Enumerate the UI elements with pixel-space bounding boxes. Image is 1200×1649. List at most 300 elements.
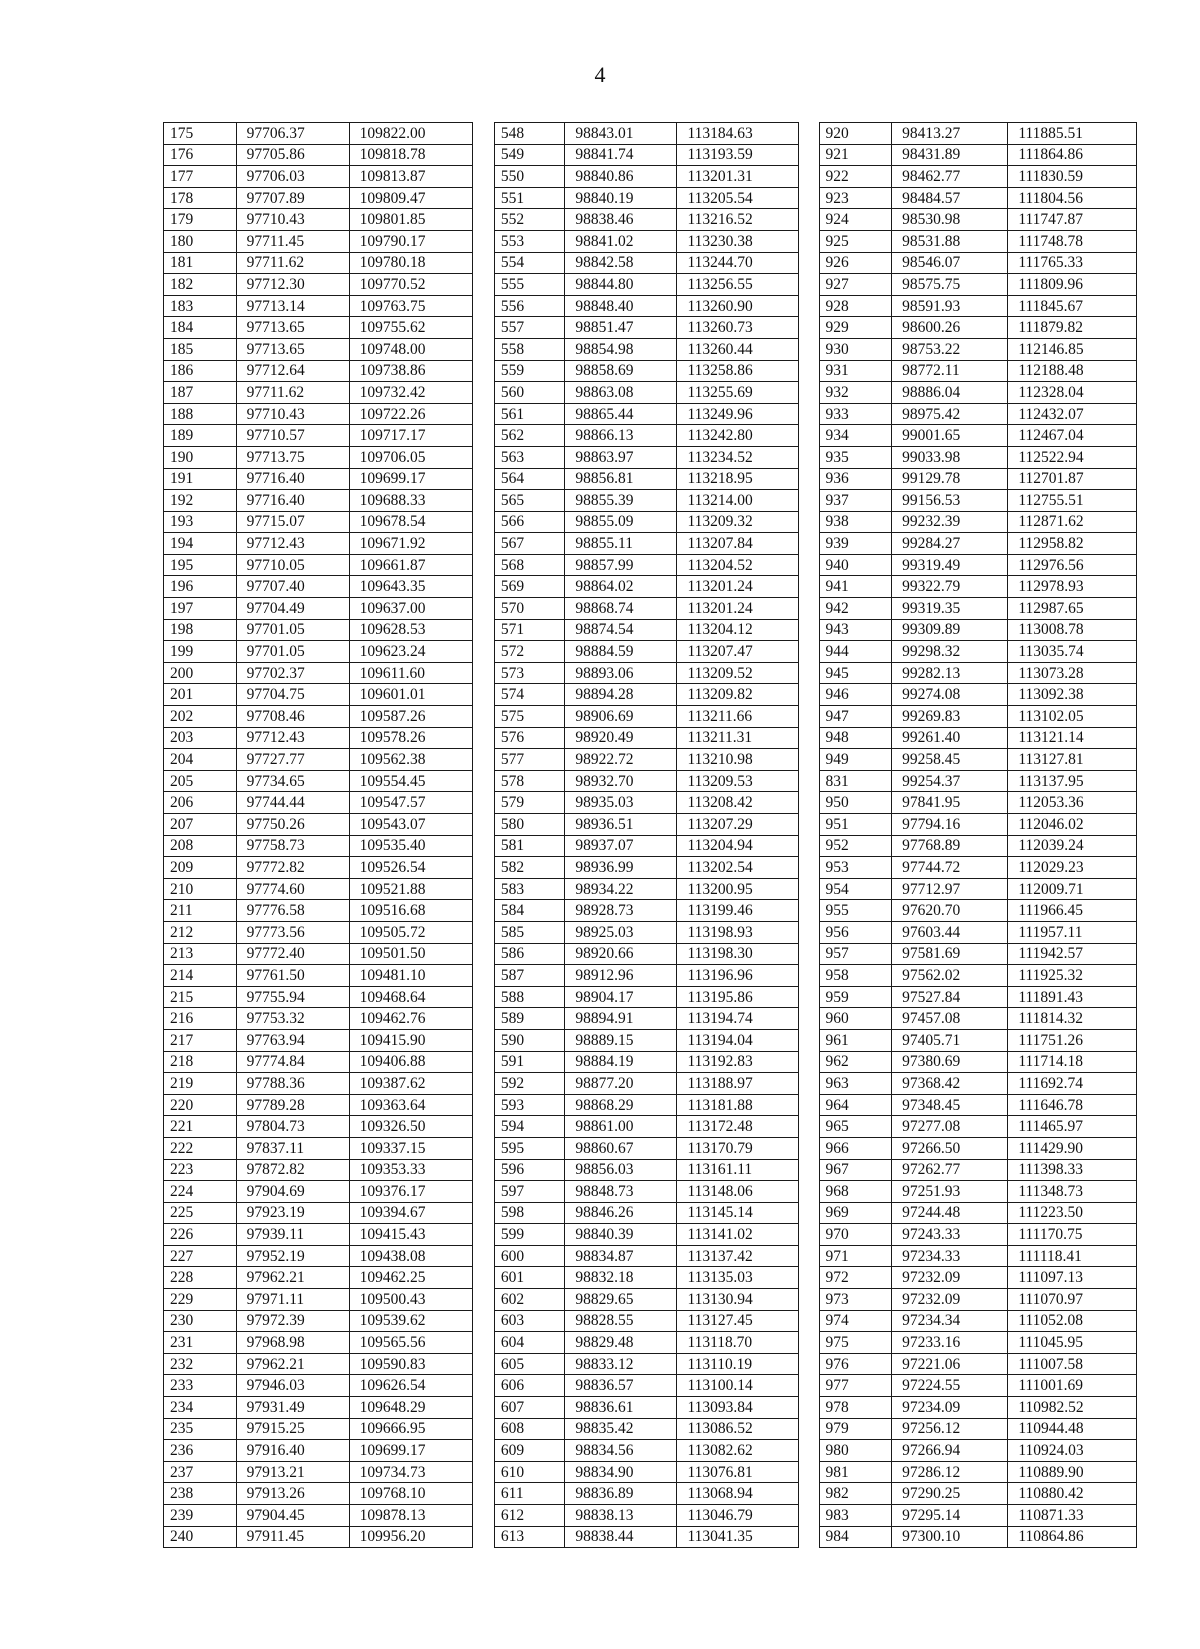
x-coordinate-cell: 97710.57 bbox=[236, 425, 349, 447]
column-group-spacer bbox=[798, 684, 819, 706]
y-coordinate-cell: 113137.95 bbox=[1008, 770, 1137, 792]
y-coordinate-cell: 113207.29 bbox=[677, 814, 798, 836]
table-row bbox=[164, 619, 1137, 641]
x-coordinate-cell: 98925.03 bbox=[565, 921, 677, 943]
x-coordinate-cell: 97904.69 bbox=[236, 1181, 349, 1203]
table-row bbox=[164, 684, 1137, 706]
column-group-spacer bbox=[473, 1310, 495, 1332]
column-group-spacer bbox=[798, 490, 819, 512]
column-group-spacer bbox=[473, 1073, 495, 1095]
x-coordinate-cell: 97244.48 bbox=[892, 1202, 1008, 1224]
column-group-spacer bbox=[473, 425, 495, 447]
table-row bbox=[164, 1008, 1137, 1030]
point-number-cell: 603 bbox=[494, 1310, 565, 1332]
point-number-cell: 208 bbox=[164, 835, 237, 857]
point-number-cell: 585 bbox=[494, 921, 565, 943]
point-number-cell: 235 bbox=[164, 1418, 237, 1440]
column-group-spacer bbox=[473, 1483, 495, 1505]
column-group-spacer bbox=[798, 1008, 819, 1030]
column-group-spacer bbox=[798, 360, 819, 382]
x-coordinate-cell: 98836.61 bbox=[565, 1397, 677, 1419]
column-group-spacer bbox=[473, 338, 495, 360]
y-coordinate-cell: 111809.96 bbox=[1008, 274, 1137, 296]
y-coordinate-cell: 112987.65 bbox=[1008, 598, 1137, 620]
x-coordinate-cell: 98894.91 bbox=[565, 1008, 677, 1030]
y-coordinate-cell: 111465.97 bbox=[1008, 1116, 1137, 1138]
point-number-cell: 224 bbox=[164, 1181, 237, 1203]
y-coordinate-cell: 113135.03 bbox=[677, 1267, 798, 1289]
x-coordinate-cell: 98838.13 bbox=[565, 1505, 677, 1527]
y-coordinate-cell: 113258.86 bbox=[677, 360, 798, 382]
x-coordinate-cell: 98866.13 bbox=[565, 425, 677, 447]
x-coordinate-cell: 97266.50 bbox=[892, 1137, 1008, 1159]
x-coordinate-cell: 97776.58 bbox=[236, 900, 349, 922]
x-coordinate-cell: 97224.55 bbox=[892, 1375, 1008, 1397]
x-coordinate-cell: 97962.21 bbox=[236, 1267, 349, 1289]
point-number-cell: 578 bbox=[494, 770, 565, 792]
x-coordinate-cell: 97232.09 bbox=[892, 1289, 1008, 1311]
y-coordinate-cell: 113127.45 bbox=[677, 1310, 798, 1332]
column-group-spacer bbox=[473, 900, 495, 922]
point-number-cell: 566 bbox=[494, 511, 565, 533]
table-row bbox=[164, 382, 1137, 404]
y-coordinate-cell: 110864.86 bbox=[1008, 1526, 1137, 1548]
point-number-cell: 206 bbox=[164, 792, 237, 814]
point-number-cell: 971 bbox=[819, 1245, 892, 1267]
point-number-cell: 185 bbox=[164, 338, 237, 360]
point-number-cell: 198 bbox=[164, 619, 237, 641]
point-number-cell: 221 bbox=[164, 1116, 237, 1138]
point-number-cell: 192 bbox=[164, 490, 237, 512]
point-number-cell: 175 bbox=[164, 123, 237, 145]
table-row bbox=[164, 209, 1137, 231]
y-coordinate-cell: 112009.71 bbox=[1008, 878, 1137, 900]
column-group-spacer bbox=[798, 1461, 819, 1483]
y-coordinate-cell: 109547.57 bbox=[349, 792, 472, 814]
y-coordinate-cell: 113207.47 bbox=[677, 641, 798, 663]
x-coordinate-cell: 98865.44 bbox=[565, 403, 677, 425]
point-number-cell: 582 bbox=[494, 857, 565, 879]
x-coordinate-cell: 98848.73 bbox=[565, 1181, 677, 1203]
x-coordinate-cell: 98886.04 bbox=[892, 382, 1008, 404]
y-coordinate-cell: 113102.05 bbox=[1008, 706, 1137, 728]
x-coordinate-cell: 97727.77 bbox=[236, 749, 349, 771]
x-coordinate-cell: 98904.17 bbox=[565, 986, 677, 1008]
x-coordinate-cell: 97711.62 bbox=[236, 252, 349, 274]
point-number-cell: 587 bbox=[494, 965, 565, 987]
point-number-cell: 949 bbox=[819, 749, 892, 771]
x-coordinate-cell: 98851.47 bbox=[565, 317, 677, 339]
x-coordinate-cell: 97774.60 bbox=[236, 878, 349, 900]
x-coordinate-cell: 98838.46 bbox=[565, 209, 677, 231]
y-coordinate-cell: 113209.82 bbox=[677, 684, 798, 706]
point-number-cell: 601 bbox=[494, 1267, 565, 1289]
column-group-spacer bbox=[798, 1029, 819, 1051]
x-coordinate-cell: 97952.19 bbox=[236, 1245, 349, 1267]
y-coordinate-cell: 113260.44 bbox=[677, 338, 798, 360]
x-coordinate-cell: 98893.06 bbox=[565, 662, 677, 684]
point-number-cell: 934 bbox=[819, 425, 892, 447]
table-row bbox=[164, 1094, 1137, 1116]
x-coordinate-cell: 98935.03 bbox=[565, 792, 677, 814]
x-coordinate-cell: 97710.43 bbox=[236, 403, 349, 425]
y-coordinate-cell: 111348.73 bbox=[1008, 1181, 1137, 1203]
y-coordinate-cell: 113130.94 bbox=[677, 1289, 798, 1311]
column-group-spacer bbox=[473, 1418, 495, 1440]
column-group-spacer bbox=[798, 835, 819, 857]
y-coordinate-cell: 113249.96 bbox=[677, 403, 798, 425]
y-coordinate-cell: 111001.69 bbox=[1008, 1375, 1137, 1397]
point-number-cell: 594 bbox=[494, 1116, 565, 1138]
point-number-cell: 938 bbox=[819, 511, 892, 533]
point-number-cell: 965 bbox=[819, 1116, 892, 1138]
point-number-cell: 951 bbox=[819, 814, 892, 836]
y-coordinate-cell: 109956.20 bbox=[349, 1526, 472, 1548]
x-coordinate-cell: 98834.90 bbox=[565, 1461, 677, 1483]
column-group-spacer bbox=[798, 1310, 819, 1332]
x-coordinate-cell: 98462.77 bbox=[892, 166, 1008, 188]
y-coordinate-cell: 113200.95 bbox=[677, 878, 798, 900]
x-coordinate-cell: 97712.43 bbox=[236, 533, 349, 555]
point-number-cell: 203 bbox=[164, 727, 237, 749]
point-number-cell: 200 bbox=[164, 662, 237, 684]
table-row bbox=[164, 554, 1137, 576]
point-number-cell: 586 bbox=[494, 943, 565, 965]
y-coordinate-cell: 113195.86 bbox=[677, 986, 798, 1008]
column-group-spacer bbox=[798, 230, 819, 252]
x-coordinate-cell: 97620.70 bbox=[892, 900, 1008, 922]
point-number-cell: 193 bbox=[164, 511, 237, 533]
column-group-spacer bbox=[473, 209, 495, 231]
x-coordinate-cell: 97707.89 bbox=[236, 187, 349, 209]
column-group-spacer bbox=[473, 878, 495, 900]
point-number-cell: 962 bbox=[819, 1051, 892, 1073]
x-coordinate-cell: 97872.82 bbox=[236, 1159, 349, 1181]
point-number-cell: 931 bbox=[819, 360, 892, 382]
column-group-spacer bbox=[798, 1526, 819, 1548]
y-coordinate-cell: 113192.83 bbox=[677, 1051, 798, 1073]
table-row bbox=[164, 921, 1137, 943]
y-coordinate-cell: 111045.95 bbox=[1008, 1332, 1137, 1354]
column-group-spacer bbox=[798, 1483, 819, 1505]
table-row bbox=[164, 900, 1137, 922]
y-coordinate-cell: 109501.50 bbox=[349, 943, 472, 965]
column-group-spacer bbox=[473, 792, 495, 814]
y-coordinate-cell: 113209.52 bbox=[677, 662, 798, 684]
point-number-cell: 223 bbox=[164, 1159, 237, 1181]
x-coordinate-cell: 97562.02 bbox=[892, 965, 1008, 987]
x-coordinate-cell: 99298.32 bbox=[892, 641, 1008, 663]
x-coordinate-cell: 98874.54 bbox=[565, 619, 677, 641]
table-row bbox=[164, 598, 1137, 620]
column-group-spacer bbox=[473, 684, 495, 706]
y-coordinate-cell: 110924.03 bbox=[1008, 1440, 1137, 1462]
table-row bbox=[164, 1159, 1137, 1181]
x-coordinate-cell: 97706.03 bbox=[236, 166, 349, 188]
y-coordinate-cell: 113199.46 bbox=[677, 900, 798, 922]
column-group-spacer bbox=[473, 835, 495, 857]
x-coordinate-cell: 98912.96 bbox=[565, 965, 677, 987]
point-number-cell: 966 bbox=[819, 1137, 892, 1159]
x-coordinate-cell: 97405.71 bbox=[892, 1029, 1008, 1051]
y-coordinate-cell: 111429.90 bbox=[1008, 1137, 1137, 1159]
y-coordinate-cell: 109722.26 bbox=[349, 403, 472, 425]
table-row bbox=[164, 1310, 1137, 1332]
column-group-spacer bbox=[798, 511, 819, 533]
x-coordinate-cell: 97262.77 bbox=[892, 1159, 1008, 1181]
table-row bbox=[164, 641, 1137, 663]
y-coordinate-cell: 113209.53 bbox=[677, 770, 798, 792]
point-number-cell: 217 bbox=[164, 1029, 237, 1051]
y-coordinate-cell: 113068.94 bbox=[677, 1483, 798, 1505]
point-number-cell: 209 bbox=[164, 857, 237, 879]
y-coordinate-cell: 109790.17 bbox=[349, 230, 472, 252]
point-number-cell: 579 bbox=[494, 792, 565, 814]
y-coordinate-cell: 113204.12 bbox=[677, 619, 798, 641]
point-number-cell: 210 bbox=[164, 878, 237, 900]
x-coordinate-cell: 97702.37 bbox=[236, 662, 349, 684]
y-coordinate-cell: 111957.11 bbox=[1008, 921, 1137, 943]
column-group-spacer bbox=[473, 511, 495, 533]
x-coordinate-cell: 97711.45 bbox=[236, 230, 349, 252]
column-group-spacer bbox=[798, 533, 819, 555]
y-coordinate-cell: 109809.47 bbox=[349, 187, 472, 209]
x-coordinate-cell: 97300.10 bbox=[892, 1526, 1008, 1548]
x-coordinate-cell: 97710.05 bbox=[236, 554, 349, 576]
column-group-spacer bbox=[473, 1332, 495, 1354]
x-coordinate-cell: 98848.40 bbox=[565, 295, 677, 317]
y-coordinate-cell: 109699.17 bbox=[349, 468, 472, 490]
point-number-cell: 216 bbox=[164, 1008, 237, 1030]
y-coordinate-cell: 112432.07 bbox=[1008, 403, 1137, 425]
x-coordinate-cell: 99269.83 bbox=[892, 706, 1008, 728]
x-coordinate-cell: 97708.46 bbox=[236, 706, 349, 728]
y-coordinate-cell: 111646.78 bbox=[1008, 1094, 1137, 1116]
column-group-spacer bbox=[798, 792, 819, 814]
y-coordinate-cell: 113041.35 bbox=[677, 1526, 798, 1548]
point-number-cell: 195 bbox=[164, 554, 237, 576]
point-number-cell: 234 bbox=[164, 1397, 237, 1419]
column-group-spacer bbox=[473, 727, 495, 749]
column-group-spacer bbox=[798, 965, 819, 987]
point-number-cell: 930 bbox=[819, 338, 892, 360]
column-group-spacer bbox=[473, 1289, 495, 1311]
y-coordinate-cell: 111891.43 bbox=[1008, 986, 1137, 1008]
table-row bbox=[164, 1353, 1137, 1375]
x-coordinate-cell: 97939.11 bbox=[236, 1224, 349, 1246]
column-group-spacer bbox=[798, 446, 819, 468]
column-group-spacer bbox=[473, 382, 495, 404]
point-number-cell: 575 bbox=[494, 706, 565, 728]
x-coordinate-cell: 99261.40 bbox=[892, 727, 1008, 749]
table-row bbox=[164, 706, 1137, 728]
point-number-cell: 590 bbox=[494, 1029, 565, 1051]
x-coordinate-cell: 99129.78 bbox=[892, 468, 1008, 490]
x-coordinate-cell: 97701.05 bbox=[236, 619, 349, 641]
column-group-spacer bbox=[473, 1461, 495, 1483]
y-coordinate-cell: 109505.72 bbox=[349, 921, 472, 943]
table-row bbox=[164, 533, 1137, 555]
point-number-cell: 233 bbox=[164, 1375, 237, 1397]
y-coordinate-cell: 113008.78 bbox=[1008, 619, 1137, 641]
point-number-cell: 551 bbox=[494, 187, 565, 209]
point-number-cell: 179 bbox=[164, 209, 237, 231]
point-number-cell: 596 bbox=[494, 1159, 565, 1181]
column-group-spacer bbox=[473, 360, 495, 382]
point-number-cell: 570 bbox=[494, 598, 565, 620]
column-group-spacer bbox=[473, 814, 495, 836]
point-number-cell: 557 bbox=[494, 317, 565, 339]
point-number-cell: 222 bbox=[164, 1137, 237, 1159]
y-coordinate-cell: 109801.85 bbox=[349, 209, 472, 231]
x-coordinate-cell: 97581.69 bbox=[892, 943, 1008, 965]
point-number-cell: 606 bbox=[494, 1375, 565, 1397]
column-group-spacer bbox=[473, 1051, 495, 1073]
column-group-spacer bbox=[473, 187, 495, 209]
x-coordinate-cell: 98600.26 bbox=[892, 317, 1008, 339]
x-coordinate-cell: 97972.39 bbox=[236, 1310, 349, 1332]
column-group-spacer bbox=[798, 1267, 819, 1289]
point-number-cell: 932 bbox=[819, 382, 892, 404]
x-coordinate-cell: 98856.81 bbox=[565, 468, 677, 490]
column-group-spacer bbox=[798, 706, 819, 728]
y-coordinate-cell: 109768.10 bbox=[349, 1483, 472, 1505]
point-number-cell: 946 bbox=[819, 684, 892, 706]
x-coordinate-cell: 97710.43 bbox=[236, 209, 349, 231]
y-coordinate-cell: 109326.50 bbox=[349, 1116, 472, 1138]
x-coordinate-cell: 97716.40 bbox=[236, 468, 349, 490]
y-coordinate-cell: 113202.54 bbox=[677, 857, 798, 879]
y-coordinate-cell: 109738.86 bbox=[349, 360, 472, 382]
point-number-cell: 948 bbox=[819, 727, 892, 749]
y-coordinate-cell: 111942.57 bbox=[1008, 943, 1137, 965]
x-coordinate-cell: 99274.08 bbox=[892, 684, 1008, 706]
column-group-spacer bbox=[798, 187, 819, 209]
table-row bbox=[164, 986, 1137, 1008]
y-coordinate-cell: 113201.31 bbox=[677, 166, 798, 188]
point-number-cell: 960 bbox=[819, 1008, 892, 1030]
column-group-spacer bbox=[473, 252, 495, 274]
column-group-spacer bbox=[473, 1526, 495, 1548]
column-group-spacer bbox=[473, 770, 495, 792]
x-coordinate-cell: 99322.79 bbox=[892, 576, 1008, 598]
point-number-cell: 923 bbox=[819, 187, 892, 209]
x-coordinate-cell: 97911.45 bbox=[236, 1526, 349, 1548]
table-row bbox=[164, 1418, 1137, 1440]
point-number-cell: 205 bbox=[164, 770, 237, 792]
point-number-cell: 184 bbox=[164, 317, 237, 339]
column-group-spacer bbox=[798, 166, 819, 188]
x-coordinate-cell: 98484.57 bbox=[892, 187, 1008, 209]
point-number-cell: 188 bbox=[164, 403, 237, 425]
x-coordinate-cell: 98840.86 bbox=[565, 166, 677, 188]
column-group-spacer bbox=[473, 1094, 495, 1116]
column-group-spacer bbox=[473, 1116, 495, 1138]
point-number-cell: 967 bbox=[819, 1159, 892, 1181]
y-coordinate-cell: 113137.42 bbox=[677, 1245, 798, 1267]
column-group-spacer bbox=[473, 533, 495, 555]
point-number-cell: 584 bbox=[494, 900, 565, 922]
x-coordinate-cell: 98856.03 bbox=[565, 1159, 677, 1181]
column-group-spacer bbox=[473, 706, 495, 728]
y-coordinate-cell: 109661.87 bbox=[349, 554, 472, 576]
x-coordinate-cell: 97713.65 bbox=[236, 338, 349, 360]
y-coordinate-cell: 113204.94 bbox=[677, 835, 798, 857]
point-number-cell: 941 bbox=[819, 576, 892, 598]
x-coordinate-cell: 99319.49 bbox=[892, 554, 1008, 576]
y-coordinate-cell: 113170.79 bbox=[677, 1137, 798, 1159]
x-coordinate-cell: 98857.99 bbox=[565, 554, 677, 576]
column-group-spacer bbox=[798, 403, 819, 425]
point-number-cell: 230 bbox=[164, 1310, 237, 1332]
table-row bbox=[164, 295, 1137, 317]
y-coordinate-cell: 109601.01 bbox=[349, 684, 472, 706]
x-coordinate-cell: 97527.84 bbox=[892, 986, 1008, 1008]
y-coordinate-cell: 109643.35 bbox=[349, 576, 472, 598]
point-number-cell: 563 bbox=[494, 446, 565, 468]
y-coordinate-cell: 111925.32 bbox=[1008, 965, 1137, 987]
x-coordinate-cell: 97234.33 bbox=[892, 1245, 1008, 1267]
x-coordinate-cell: 98906.69 bbox=[565, 706, 677, 728]
y-coordinate-cell: 112188.48 bbox=[1008, 360, 1137, 382]
x-coordinate-cell: 98894.28 bbox=[565, 684, 677, 706]
table-row bbox=[164, 123, 1137, 145]
y-coordinate-cell: 109628.53 bbox=[349, 619, 472, 641]
column-group-spacer bbox=[473, 965, 495, 987]
y-coordinate-cell: 109671.92 bbox=[349, 533, 472, 555]
x-coordinate-cell: 97755.94 bbox=[236, 986, 349, 1008]
y-coordinate-cell: 109376.17 bbox=[349, 1181, 472, 1203]
x-coordinate-cell: 98889.15 bbox=[565, 1029, 677, 1051]
y-coordinate-cell: 113211.31 bbox=[677, 727, 798, 749]
y-coordinate-cell: 109666.95 bbox=[349, 1418, 472, 1440]
table-row bbox=[164, 792, 1137, 814]
point-number-cell: 227 bbox=[164, 1245, 237, 1267]
y-coordinate-cell: 113209.32 bbox=[677, 511, 798, 533]
y-coordinate-cell: 111751.26 bbox=[1008, 1029, 1137, 1051]
column-group-spacer bbox=[798, 1137, 819, 1159]
x-coordinate-cell: 98828.55 bbox=[565, 1310, 677, 1332]
x-coordinate-cell: 98975.42 bbox=[892, 403, 1008, 425]
y-coordinate-cell: 110880.42 bbox=[1008, 1483, 1137, 1505]
y-coordinate-cell: 113073.28 bbox=[1008, 662, 1137, 684]
point-number-cell: 940 bbox=[819, 554, 892, 576]
x-coordinate-cell: 98836.57 bbox=[565, 1375, 677, 1397]
table-row bbox=[164, 317, 1137, 339]
column-group-spacer bbox=[473, 921, 495, 943]
point-number-cell: 583 bbox=[494, 878, 565, 900]
point-number-cell: 186 bbox=[164, 360, 237, 382]
column-group-spacer bbox=[798, 1440, 819, 1462]
table-row bbox=[164, 187, 1137, 209]
point-number-cell: 954 bbox=[819, 878, 892, 900]
table-row bbox=[164, 403, 1137, 425]
x-coordinate-cell: 97603.44 bbox=[892, 921, 1008, 943]
y-coordinate-cell: 111007.58 bbox=[1008, 1353, 1137, 1375]
point-number-cell: 569 bbox=[494, 576, 565, 598]
point-number-cell: 559 bbox=[494, 360, 565, 382]
y-coordinate-cell: 109521.88 bbox=[349, 878, 472, 900]
point-number-cell: 202 bbox=[164, 706, 237, 728]
column-group-spacer bbox=[798, 1159, 819, 1181]
column-group-spacer bbox=[798, 468, 819, 490]
y-coordinate-cell: 111398.33 bbox=[1008, 1159, 1137, 1181]
point-number-cell: 178 bbox=[164, 187, 237, 209]
y-coordinate-cell: 109415.90 bbox=[349, 1029, 472, 1051]
point-number-cell: 973 bbox=[819, 1289, 892, 1311]
y-coordinate-cell: 112871.62 bbox=[1008, 511, 1137, 533]
column-group-spacer bbox=[473, 1202, 495, 1224]
